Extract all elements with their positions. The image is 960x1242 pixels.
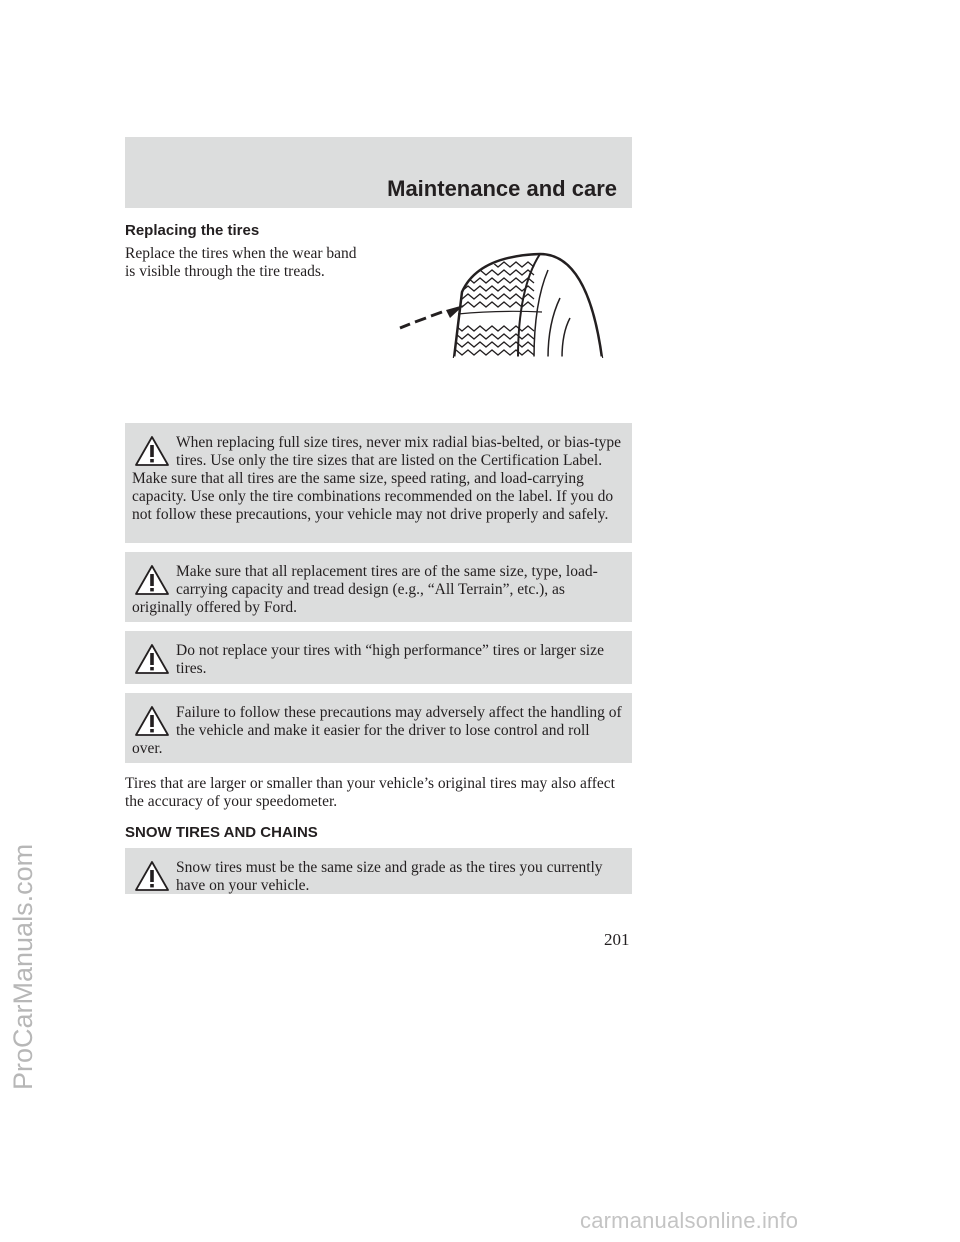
warning-box-rollover (125, 693, 632, 763)
warning-text: Failure to follow these precautions may adversely affect the handling of the vehicle and make it easier for the driver to lose control and roll over. (132, 704, 622, 757)
warning-text: When replacing full size tires, never mix radial bias-belted, or bias-type tires. Use only the tire sizes that are listed on the Certification Label. Make sure that all tires are the same size, speed rating, and load-carrying capacity. Use only the tire combinations recommended on the label. If you do not follow these precautions, your vehicle may not drive properly and safely. (132, 434, 622, 523)
page-header (125, 137, 632, 208)
warning-box-tire-mixing (125, 423, 632, 543)
tire-wear-band-illustration (398, 248, 608, 362)
warning-triangle-icon (134, 705, 170, 737)
warning-triangle-icon (134, 564, 170, 596)
header-title: Maintenance and care (387, 176, 617, 201)
warning-box-replacement-tires (125, 552, 632, 622)
section-heading-snow-tires: SNOW TIRES AND CHAINS (125, 824, 318, 841)
bottom-watermark: carmanualsonline.info (580, 1208, 799, 1233)
speedometer-paragraph: Tires that are larger or smaller than your vehicle’s original tires may also affect the accuracy of your speedometer. (125, 775, 615, 810)
warning-text: Snow tires must be the same size and grade as the tires you currently have on your vehicle. (176, 859, 603, 894)
page-number: 201 (604, 930, 630, 949)
warning-triangle-icon (134, 643, 170, 675)
section-heading-replacing-tires: Replacing the tires (125, 222, 260, 239)
intro-paragraph: Replace the tires when the wear band is visible through the tire treads. (125, 245, 357, 280)
warning-triangle-icon (134, 435, 170, 467)
warning-box-high-performance (125, 631, 632, 684)
warning-text: Make sure that all replacement tires are of the same size, type, load-carrying capacity and tread design (e.g., “All Terrain”, etc.), as originally offered by Ford. (132, 563, 598, 616)
warning-text: Do not replace your tires with “high performance” tires or larger size tires. (176, 642, 604, 677)
warning-box-snow-tires (125, 848, 632, 894)
side-watermark: ProCarManuals.com (8, 843, 38, 1090)
warning-triangle-icon (134, 860, 170, 892)
